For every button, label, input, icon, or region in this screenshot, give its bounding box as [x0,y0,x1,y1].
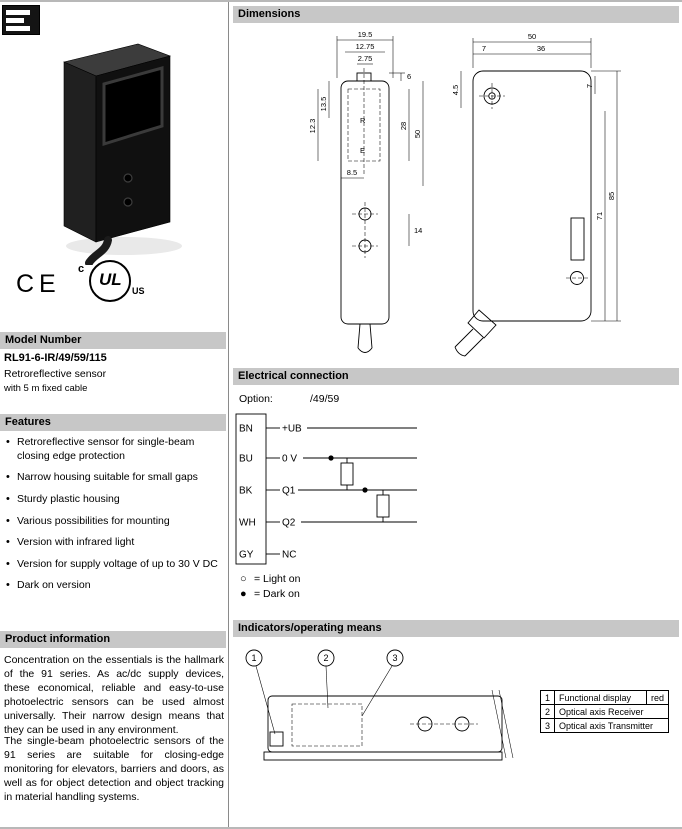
section-header-features: Features [0,414,226,431]
option-value: /49/59 [310,393,340,405]
wire-color-bu: BU [239,453,253,465]
brand-logo [2,5,40,35]
indicator-num: 1 [541,691,555,705]
product-info-paragraph-2: The single-beam photoelectric sensors of the 91 series are suitable for closing-edge monitoring for elevators, barriers and doors, as well as for object detection and object tracking in material handling systems. [4,735,224,803]
ul-label: UL [99,270,122,289]
dimensions-drawing [233,26,679,364]
dim-front-width: 19.5 [357,30,373,39]
dim-side-right1: 71 [595,211,604,221]
junction-dot [362,487,367,492]
indicators-table [540,690,669,733]
dim-front-width2: 12.75 [355,42,375,51]
electrical-diagram [235,410,485,570]
dim-side-right2: 85 [607,191,616,201]
ul-us-label: US [132,286,145,296]
ul-mark [78,260,145,308]
indicators-drawing [240,644,540,794]
load-resistor-2 [377,495,389,517]
dim-front-left3: 8.5 [346,168,358,177]
front-receiver-label: R [360,116,366,125]
ul-c-label: c [78,263,85,275]
model-description: Retroreflective sensor [4,368,107,380]
dim-front-width3: 2.75 [357,54,373,63]
dim-side-top2: 36 [536,44,546,53]
indicator-desc: Optical axis Receiver [555,705,669,719]
indicator-num: 3 [541,719,555,733]
product-info-paragraph-1: Concentration on the essentials is the hallmark of the 91 series. As ac/dc supply devices, these economical, reliable and easy-to-use photoelectric sensors can be used almost universally. Their narrow design means that they can be used in any environment. [4,654,224,736]
wire-color-wh: WH [239,517,256,529]
section-header-indicators: Indicators/operating means [233,620,679,637]
legend-dark-on-text: = Dark on [254,588,300,600]
dim-front-right2: 28 [399,121,408,131]
wire-color-bk: BK [239,485,253,497]
wire-signal-0v: 0 V [282,453,298,465]
load-resistor-1 [341,463,353,485]
wire-signal-q1: Q1 [282,485,296,497]
wire-color-gy: GY [239,549,254,561]
section-header-product-information: Product information [0,631,226,648]
indicator-num: 2 [541,705,555,719]
indicator-desc: Functional display [555,691,647,705]
feature-item: • Narrow housing suitable for small gaps [4,471,225,485]
product-photo [42,30,192,265]
front-emitter-label: E [360,146,366,155]
section-header-model-number: Model Number [0,332,226,349]
feature-item: • Sturdy plastic housing [4,493,225,507]
dim-front-right3: 50 [413,129,422,139]
feature-item: • Version for supply voltage of up to 30 V DC [4,558,225,572]
indicator-note: red [647,691,669,705]
legend-dark-on [240,588,300,600]
model-number: RL91-6-IR/49/59/115 [4,352,107,364]
feature-item: • Dark on version [4,579,225,593]
callout-2: 2 [323,653,329,663]
filled-circle-icon: ● [240,588,247,600]
section-header-dimensions: Dimensions [233,6,679,23]
dim-side-width: 50 [527,32,537,41]
indicator-desc: Optical axis Transmitter [555,719,669,733]
feature-item: • Version with infrared light [4,536,225,550]
functional-display-led [270,732,283,746]
model-cable-note: with 5 m fixed cable [4,383,88,394]
column-divider [228,2,229,829]
legend-light-on-text: = Light on [254,573,301,585]
dim-front-left2: 12.3 [308,118,317,134]
wire-signal-nc: NC [282,549,297,561]
dim-side-top3: 7 [481,44,487,53]
dim-side-right3: 7 [585,83,594,89]
option-label: Option: [239,393,273,405]
junction-dot [328,455,333,460]
wire-color-bn: BN [239,423,253,435]
feature-item: • Retroreflective sensor for single-beam closing edge protection [4,436,225,463]
table-row [541,719,669,733]
features-list [4,436,225,601]
table-row [541,705,669,719]
open-circle-icon: ○ [240,573,247,585]
legend-light-on [240,573,300,585]
table-row [541,691,669,705]
feature-item: • Various possibilities for mounting [4,515,225,529]
dim-front-left1: 13.5 [319,96,328,112]
dim-front-hole-pitch: 14 [414,226,423,235]
ce-mark: CE [16,270,61,298]
section-header-electrical-connection: Electrical connection [233,368,679,385]
wire-signal-q2: Q2 [282,517,296,529]
dim-front-right1: 6 [407,72,412,81]
callout-1: 1 [251,653,257,663]
dim-side-left1: 4.5 [451,84,460,96]
wire-signal-ub: +UB [282,423,302,435]
callout-3: 3 [392,653,398,663]
